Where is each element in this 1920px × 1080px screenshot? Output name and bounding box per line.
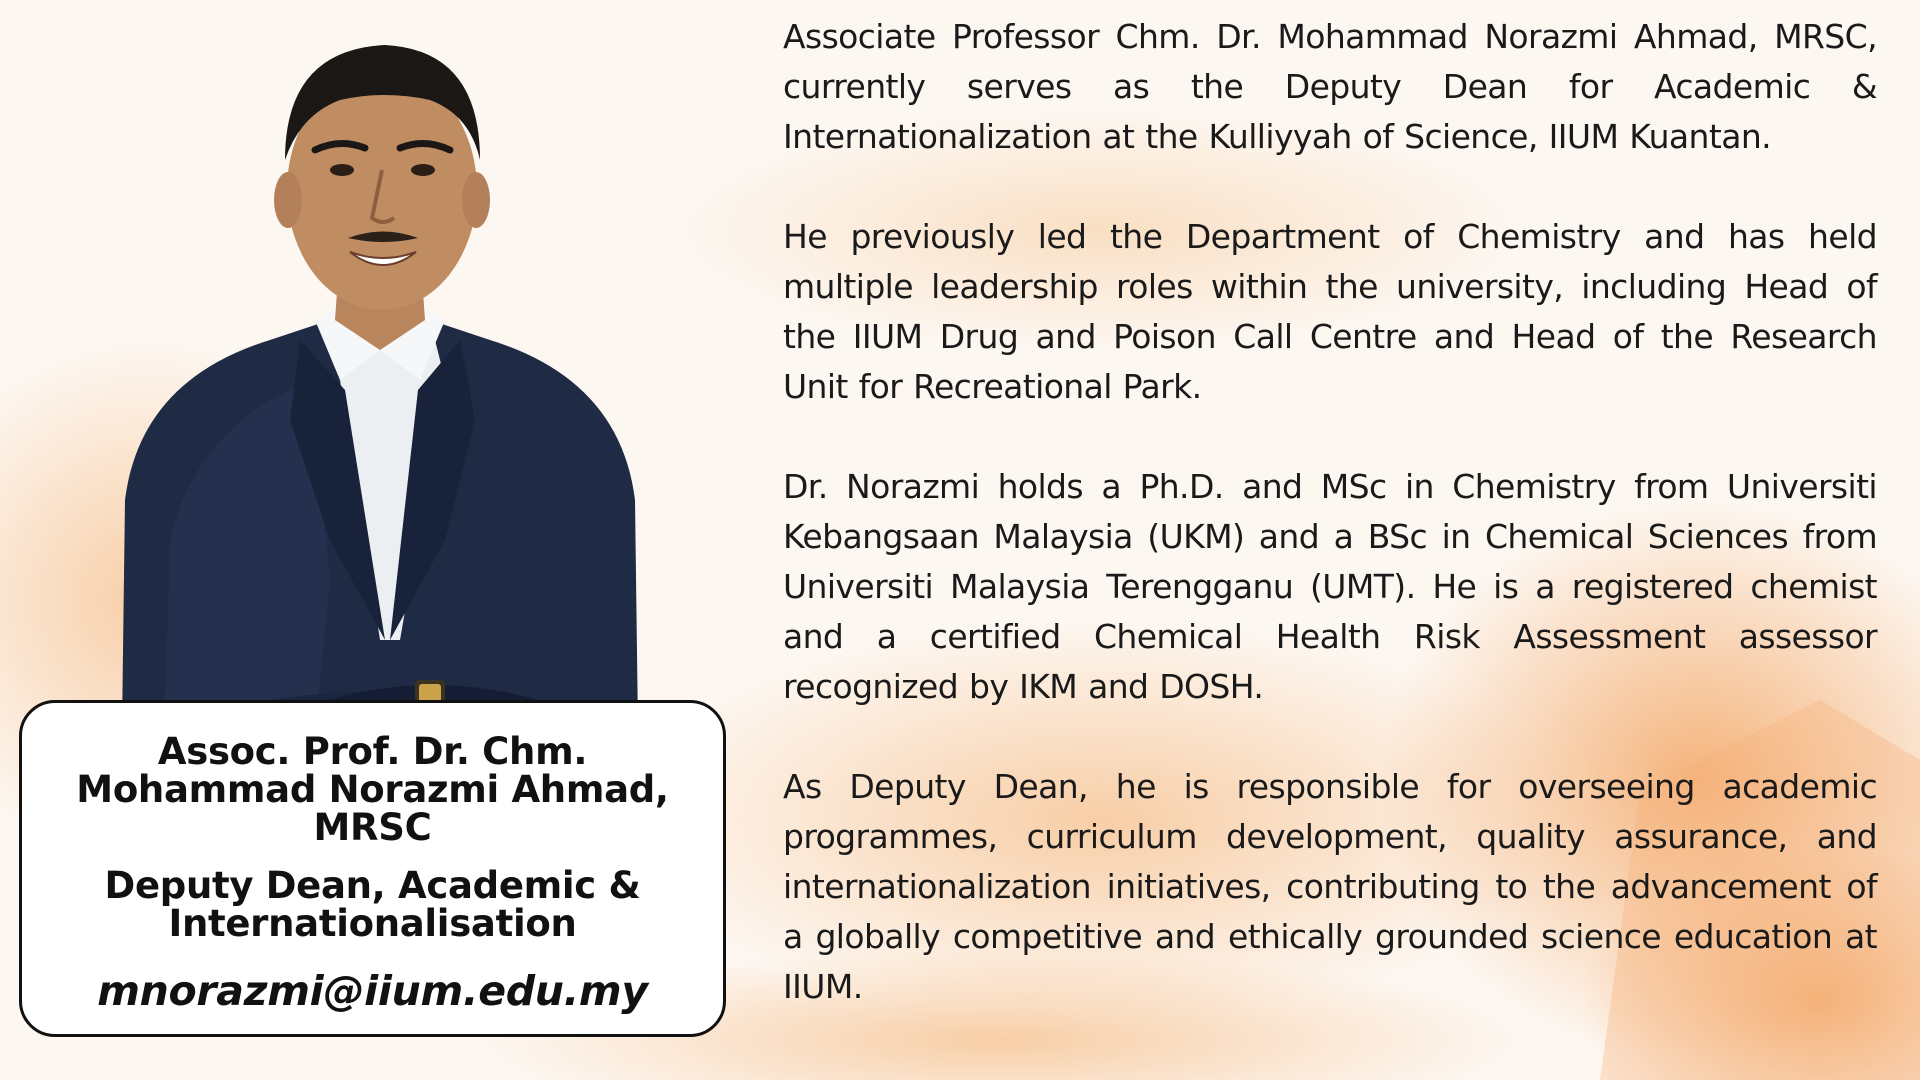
bio-paragraph: As Deputy Dean, he is responsible for overseeing academic programmes, curriculum development, quality assurance, and internationalization initiatives, contributing to the advancement of a globally competitive and ethically grounded science education at IIUM. <box>783 767 1877 1006</box>
name-line-2: Mohammad Norazmi Ahmad, <box>76 768 669 811</box>
bio-paragraph: He previously led the Department of Chemistry and has held multiple leadership roles within the university, including Head of the IIUM Drug and Poison Call Centre and Head of the Research Unit for Recreational Park. <box>783 217 1877 406</box>
name-line-1: Assoc. Prof. Dr. Chm. <box>157 730 588 773</box>
profile-role <box>43 864 703 945</box>
email-address[interactable]: mnorazmi@iium.edu.my <box>97 967 648 1015</box>
name-card <box>19 700 726 1037</box>
name-line-3: MRSC <box>313 806 432 849</box>
bio-paragraph: Dr. Norazmi holds a Ph.D. and MSc in Chemistry from Universiti Kebangsaan Malaysia (UKM) and a BSc in Chemical Sciences from Universiti Malaysia Terengganu (UMT). He is a registered chemist and a certified Chemical Health Risk Assessment assessor recognized by IKM and DOSH. <box>783 467 1877 706</box>
biography <box>783 12 1877 1012</box>
role-line-1: Deputy Dean, Academic & <box>104 864 641 907</box>
role-line-2: Internationalisation <box>168 902 577 945</box>
bio-paragraph: Associate Professor Chm. Dr. Mohammad Norazmi Ahmad, MRSC, currently serves as the Deputy Dean for Academic & Internationalization at the Kulliyyah of Science, IIUM Kuantan. <box>783 17 1877 156</box>
profile-name <box>43 730 703 849</box>
